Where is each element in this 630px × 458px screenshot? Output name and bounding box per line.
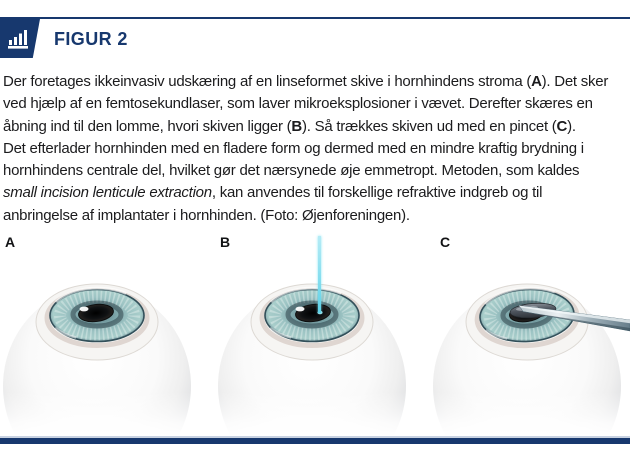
bar-chart-icon bbox=[7, 27, 29, 49]
figure-caption bbox=[3, 71, 630, 227]
top-rule bbox=[0, 17, 630, 19]
caption-line: small incision lenticule extraction, kan anvendes til forskellige refraktive indgreb og til bbox=[3, 184, 543, 202]
laser-beam bbox=[318, 236, 321, 313]
caption-line: Det efterlader hornhinden med en fladere form og dermed med en mindre kraftig brydning i bbox=[3, 139, 584, 157]
eyeball-b bbox=[215, 284, 415, 436]
panel-label-b: B bbox=[220, 234, 231, 250]
eye-illustration-c bbox=[430, 280, 630, 436]
figure-badge bbox=[0, 19, 40, 58]
panel-label-c: C bbox=[440, 234, 451, 250]
eye-illustration-a bbox=[0, 280, 200, 436]
caption-line: anbringelse af implantater i hornhinden. (Foto: Øjenforeningen). bbox=[3, 206, 410, 224]
bottom-rule bbox=[0, 438, 630, 445]
caption-line: Der foretages ikkeinvasiv udskæring af en linseformet skive i hornhindens stroma (A). Det sker bbox=[3, 73, 609, 90]
eye-illustration-b bbox=[215, 280, 415, 436]
eyeball-c bbox=[430, 284, 630, 436]
caption-line: ved hjælp af en femtosekundlaser, som laver mikroeksplosioner i vævet. Derefter skæres en bbox=[3, 95, 593, 113]
panel-label-a: A bbox=[5, 234, 16, 250]
caption-line: åbning ind til den lomme, hvori skiven ligger (B). Så trækkes skiven ud med en pincet (C). bbox=[3, 117, 576, 135]
eyeball-a bbox=[0, 284, 200, 436]
figure-label: FIGUR 2 bbox=[54, 29, 128, 49]
caption-line: hornhindens centrale del, hvilket gør det nærsynede øje emmetropt. Metoden, som kaldes bbox=[3, 162, 580, 180]
